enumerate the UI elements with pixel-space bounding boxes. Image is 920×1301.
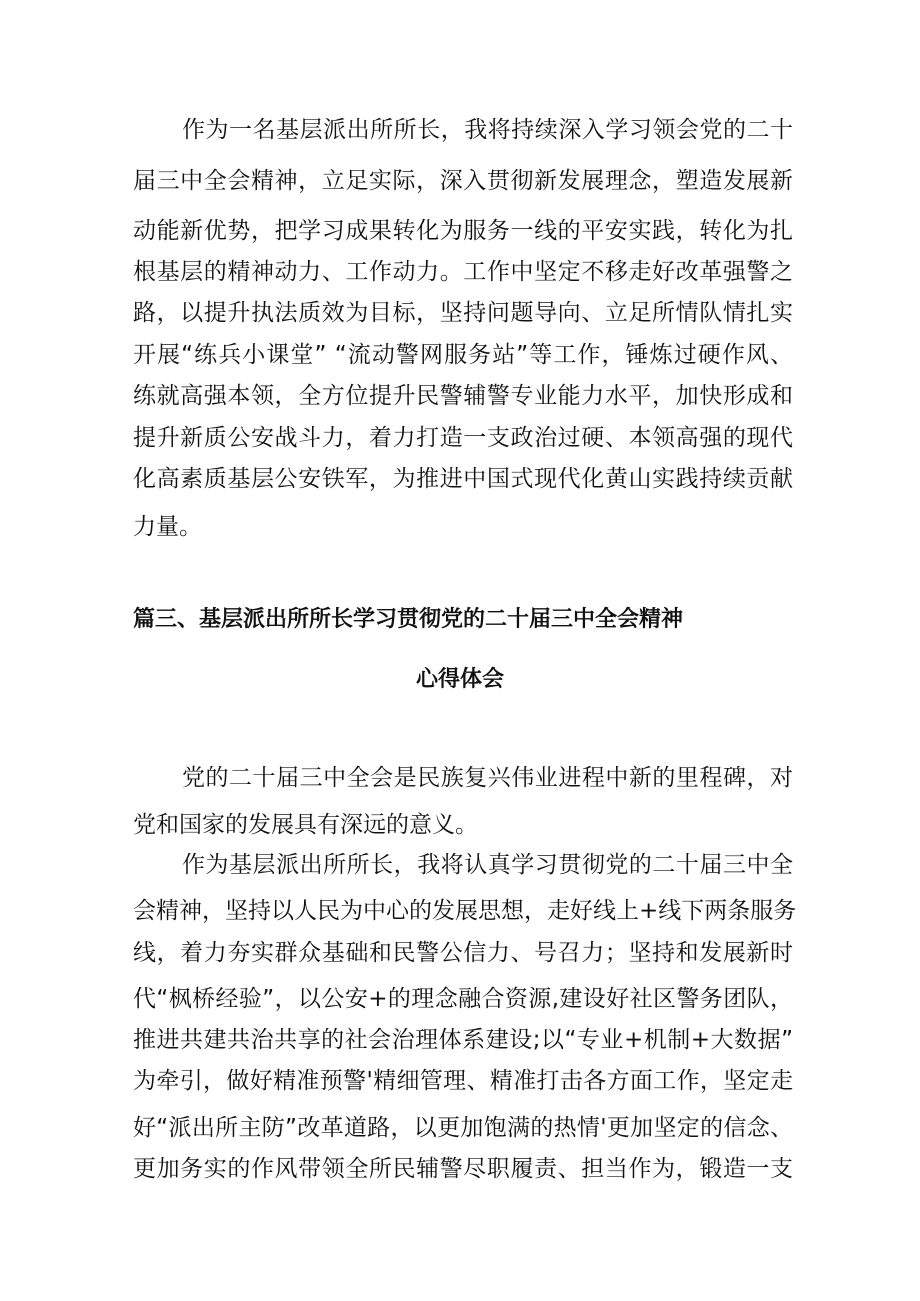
paragraph1-line: 路，以提升执法质效为目标，坚持问题导向、立足所情队情扎实 [133,300,793,326]
paragraph1-line: 开展“练兵小课堂” “流动警网服务站”等工作，锤炼过硬作风、 [133,342,793,368]
paragraph3-line: 线，着力夯实群众基础和民警公信力、号召力；坚持和发展新时 [133,940,793,966]
paragraph3-line: 推进共建共治共享的社会治理体系建设;以“专业+机制+大数据” [133,1027,793,1053]
paragraph1-line: 动能新优势，把学习成果转化为服务一线的平安实践，转化为扎 [133,218,793,244]
paragraph3-line: 会精神，坚持以人民为中心的发展思想，走好线上+线下两条服务 [133,898,797,924]
paragraph2-line: 党和国家的发展具有深远的意义。 [133,812,478,838]
section-heading: 篇三、基层派出所所长学习贯彻党的二十届三中全会精神 [133,607,684,632]
paragraph3-line: 为牵引，做好精准预警'精细管理、精准打击各方面工作，坚定走 [133,1068,793,1094]
paragraph3-line: 作为基层派出所所长，我将认真学习贯彻党的二十届三中全 [182,852,793,878]
paragraph2-line: 党的二十届三中全会是民族复兴伟业进程中新的里程碑，对 [182,765,793,791]
paragraph1-line: 练就高强本领，全方位提升民警辅警专业能力水平，加快形成和 [133,383,793,409]
paragraph3-line: 好“派出所主防”改革道路，以更加饱满的热情'更加坚定的信念、 [133,1115,793,1141]
paragraph1-line: 作为一名基层派出所所长，我将持续深入学习领会党的二十 [182,117,793,143]
paragraph1-line: 化高素质基层公安铁军，为推进中国式现代化黄山实践持续贡献 [133,466,793,492]
paragraph1-line: 根基层的精神动力、工作动力。工作中坚定不移走好改革强警之 [133,259,793,285]
paragraph1-line: 提升新质公安战斗力，着力打造一支政治过硬、本领高强的现代 [133,425,793,451]
paragraph3-line: 代“枫桥经验”，以公安+的理念融合资源,建设好社区警务团队， [133,986,793,1012]
paragraph3-line: 更加务实的作风带领全所民辅警尽职履责、担当作为，锻造一支 [133,1156,793,1182]
section-heading-subtitle: 心得体会 [415,667,504,692]
paragraph1-line: 届三中全会精神，立足实际，深入贯彻新发展理念，塑造发展新 [133,168,793,194]
paragraph1-line: 力量。 [133,514,202,540]
